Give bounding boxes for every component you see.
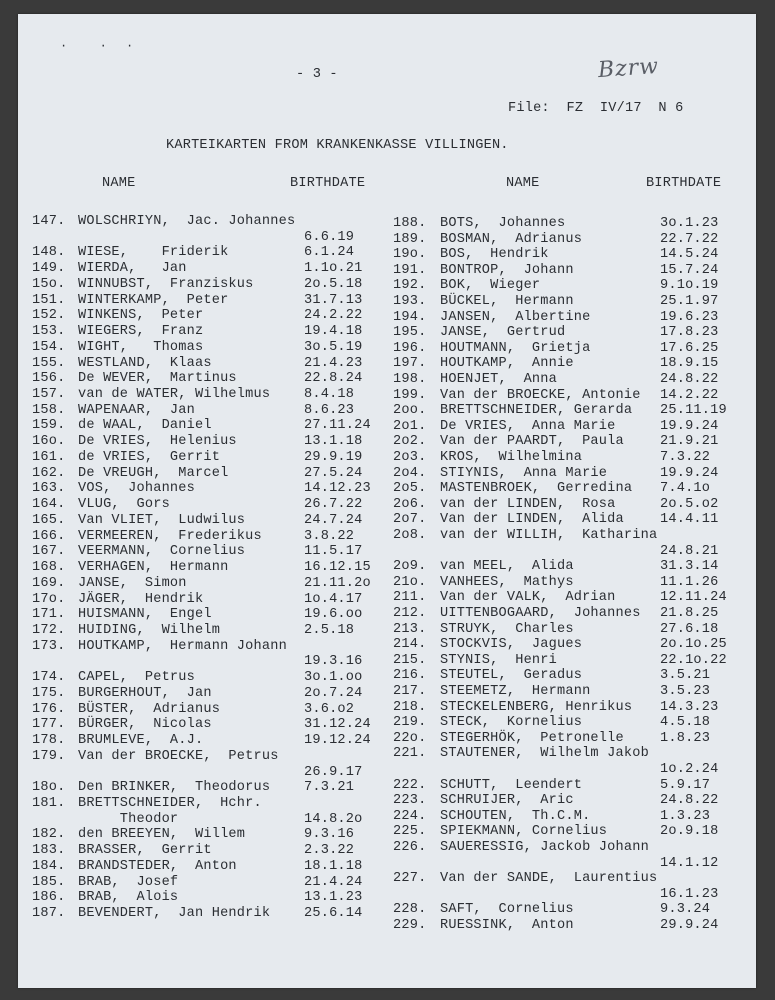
entry-name: WIERDA, Jan <box>78 261 187 277</box>
entry-birthdate: 2o.7.24 <box>304 685 363 701</box>
entry-name: BOSMAN, Adrianus <box>440 231 583 247</box>
entry-name: BONTROP, Johann <box>440 262 574 278</box>
entry-number: 216. <box>393 668 427 684</box>
entry-birthdate: 26.9.17 <box>304 764 363 780</box>
entry-number: 153. <box>32 324 66 340</box>
entry-name: VERMEEREN, Frederikus <box>78 528 262 544</box>
entry-birthdate: 19.6.oo <box>304 607 363 623</box>
entry-birthdate: 3o.1.oo <box>304 670 363 686</box>
entry-name: CAPEL, Petrus <box>78 670 196 686</box>
entry-number: 221. <box>393 746 427 762</box>
entry-number: 197. <box>393 356 427 372</box>
entry-number: 148. <box>32 245 66 261</box>
entry-birthdate: 3o.1.23 <box>660 216 719 231</box>
entry-number: 175. <box>32 685 66 701</box>
entry-name: STYNIS, Henri <box>440 652 558 668</box>
entry-birthdate: 14.5.24 <box>660 247 719 263</box>
entry-number: 149. <box>32 261 66 277</box>
entry-number: 219. <box>393 715 427 731</box>
entry-birthdate: 14.1.12 <box>660 855 719 871</box>
entry-name: STAUTENER, Wilhelm Jakob <box>440 746 649 762</box>
entry-name: BÜCKEL, Hermann <box>440 294 574 309</box>
entry-number: 211. <box>393 590 427 606</box>
entry-number: 163. <box>32 481 66 497</box>
entry-number: 185. <box>32 874 66 890</box>
entry-number: 187. <box>32 906 66 922</box>
entry-number: 189. <box>393 231 427 247</box>
entry-number: 162. <box>32 465 66 481</box>
right-name-header: NAME <box>506 176 540 191</box>
entry-number: 2o8. <box>393 528 427 543</box>
entry-name: HOUTKAMP, Hermann Johann <box>78 638 287 654</box>
entry-name: MASTENBROEK, Gerredina <box>440 481 633 497</box>
entry-birthdate: 31.7.13 <box>304 292 363 308</box>
entry-number: 226. <box>393 840 427 855</box>
entry-number: 2oo. <box>393 403 427 419</box>
entry-birthdate: 14.3.23 <box>660 699 719 715</box>
entry-name: van der WILLIH, Katharina <box>440 528 658 543</box>
entry-birthdate: 9.3.24 <box>660 902 711 918</box>
entry-birthdate: 21.11.2o <box>304 575 371 591</box>
entry-name: De VREUGH, Marcel <box>78 465 229 481</box>
entry-number: 147. <box>32 214 66 229</box>
entry-name: VOS, Johannes <box>78 481 196 497</box>
entry-birthdate: 19.9.24 <box>660 418 719 434</box>
entry-name: STEEMETZ, Hermann <box>440 684 591 699</box>
entry-birthdate: 9.1o.19 <box>660 278 719 294</box>
entry-name: BRASSER, Gerrit <box>78 843 212 859</box>
entry-number: 2o2. <box>393 434 427 450</box>
entry-name: SAFT, Cornelius <box>440 902 574 918</box>
entry-birthdate: 8.4.18 <box>304 387 355 403</box>
entry-number: 214. <box>393 637 427 653</box>
entry-number: 196. <box>393 340 427 356</box>
right-birthdate-header: BIRTHDATE <box>646 176 722 191</box>
entry-name: STOCKVIS, Jagues <box>440 637 583 653</box>
left-birthdate-header: BIRTHDATE <box>290 176 366 191</box>
entry-name: Van der VALK, Adrian <box>440 590 616 606</box>
document-page <box>18 14 756 988</box>
entry-birthdate: 17.6.25 <box>660 340 719 356</box>
entry-birthdate: 14.12.23 <box>304 481 371 497</box>
entry-number: 167. <box>32 544 66 560</box>
entry-name: SCHUTT, Leendert <box>440 777 583 793</box>
entry-name: van de WATER, Wilhelmus <box>78 387 271 403</box>
entry-name: STRUYK, Charles <box>440 621 574 637</box>
entry-name: RUESSINK, Anton <box>440 918 574 933</box>
entry-birthdate: 13.1.23 <box>304 890 363 906</box>
entry-birthdate: 21.4.23 <box>304 355 363 371</box>
entry-birthdate: 19.6.23 <box>660 309 719 325</box>
entry-birthdate: 14.4.11 <box>660 512 719 528</box>
entry-number: 191. <box>393 262 427 278</box>
entry-name: JANSEN, Albertine <box>440 309 591 325</box>
entry-birthdate: 16.1.23 <box>660 886 719 902</box>
entry-birthdate: 21.8.25 <box>660 606 719 621</box>
entry-name: BRAB, Alois <box>78 890 179 906</box>
entry-number: 186. <box>32 890 66 906</box>
entry-number: 198. <box>393 372 427 387</box>
entry-number: 19o. <box>393 247 427 263</box>
entry-number: 173. <box>32 638 66 654</box>
entry-name: UITTENBOGAARD, Johannes <box>440 606 641 621</box>
entry-birthdate: 9.3.16 <box>304 827 355 843</box>
entry-name: HUIDING, Wilhelm <box>78 622 221 638</box>
entry-birthdate: 14.8.2o <box>304 811 363 827</box>
entry-name: WIESE, Friderik <box>78 245 229 261</box>
entry-name: BÜSTER, Adrianus <box>78 701 221 717</box>
entry-name: den BREEYEN, Willem <box>78 827 246 843</box>
entry-number: 176. <box>32 701 66 717</box>
entry-name: Den BRINKER, Theodorus <box>78 780 271 796</box>
entry-birthdate: 22.1o.22 <box>660 652 727 668</box>
entry-birthdate: 24.8.22 <box>660 793 719 809</box>
entry-birthdate: 22.8.24 <box>304 371 363 387</box>
entry-birthdate: 2.5.18 <box>304 622 355 638</box>
entry-name: VANHEES, Mathys <box>440 574 574 590</box>
margin-marks: · · · <box>60 39 140 53</box>
entry-name: BEVENDERT, Jan Hendrik <box>78 906 271 922</box>
entry-birthdate: 24.7.24 <box>304 512 363 528</box>
entry-birthdate: 22.7.22 <box>660 231 719 247</box>
left-name-header: NAME <box>102 176 136 191</box>
entry-name: STEGERHÖK, Petronelle <box>440 730 624 746</box>
entry-number: 2o6. <box>393 496 427 512</box>
entry-name: de WAAL, Daniel <box>78 418 212 434</box>
entry-number: 228. <box>393 902 427 918</box>
entry-number: 213. <box>393 621 427 637</box>
entry-number: 183. <box>32 843 66 859</box>
entry-name: WOLSCHRIYN, Jac. Johannes <box>78 214 296 229</box>
entry-birthdate: 27.6.18 <box>660 621 719 637</box>
entry-name: van der LINDEN, Rosa <box>440 496 616 512</box>
entry-number: 17o. <box>32 591 66 607</box>
entry-number: 174. <box>32 670 66 686</box>
entry-name: JANSE, Simon <box>78 575 187 591</box>
entry-name: Van der BROECKE, Petrus <box>78 748 279 764</box>
page-number: - 3 - <box>296 67 338 82</box>
entry-number: 188. <box>393 216 427 231</box>
entry-number: 218. <box>393 699 427 715</box>
entry-name: HOUTMANN, Grietja <box>440 340 591 356</box>
entry-number: 225. <box>393 824 427 840</box>
entry-birthdate: 7.3.21 <box>304 780 355 796</box>
entry-number: 227. <box>393 871 427 887</box>
entry-number: 2o5. <box>393 481 427 497</box>
entry-name: VLUG, Gors <box>78 497 170 513</box>
entry-birthdate: 1o.4.17 <box>304 591 363 607</box>
entry-number: 179. <box>32 748 66 764</box>
entry-name: HOENJET, Anna <box>440 372 558 387</box>
entry-name: KROS, Wilhelmina <box>440 450 583 465</box>
entry-name: WAPENAAR, Jan <box>78 402 196 418</box>
entry-birthdate: 15.7.24 <box>660 262 719 278</box>
entry-number: 161. <box>32 449 66 465</box>
entry-number: 157. <box>32 387 66 403</box>
entry-birthdate: 24.8.22 <box>660 372 719 387</box>
entry-number: 2o3. <box>393 450 427 465</box>
entry-name: BRETTSCHNEIDER, Gerarda <box>440 403 633 419</box>
entry-number: 21o. <box>393 574 427 590</box>
entry-number: 151. <box>32 292 66 308</box>
entry-name: WIGHT, Thomas <box>78 339 204 355</box>
entry-birthdate: 17.8.23 <box>660 325 719 341</box>
entry-birthdate: 19.4.18 <box>304 324 363 340</box>
entry-number: 178. <box>32 733 66 749</box>
entry-number: 229. <box>393 918 427 933</box>
entry-name: BRUMLEVE, A.J. <box>78 733 204 749</box>
entry-birthdate: 6.1.24 <box>304 245 355 261</box>
entry-name: WINTERKAMP, Peter <box>78 292 229 308</box>
entry-name: Van der PAARDT, Paula <box>440 434 624 450</box>
entry-number: 159. <box>32 418 66 434</box>
entry-birthdate: 24.2.22 <box>304 308 363 324</box>
entry-number: 223. <box>393 793 427 809</box>
entry-name: VERHAGEN, Hermann <box>78 560 229 576</box>
entry-birthdate: 7.3.22 <box>660 450 711 465</box>
entry-number: 182. <box>32 827 66 843</box>
entry-number: 184. <box>32 858 66 874</box>
entry-name: HUISMANN, Engel <box>78 607 212 623</box>
entry-name: De VRIES, Anna Marie <box>440 418 616 434</box>
entry-name: de VRIES, Gerrit <box>78 449 221 465</box>
entry-birthdate: 21.9.21 <box>660 434 719 450</box>
entry-name: BRANDSTEDER, Anton <box>78 858 237 874</box>
entry-name: van MEEL, Alida <box>440 559 574 575</box>
entry-birthdate: 1.8.23 <box>660 730 711 746</box>
entry-birthdate: 1.3.23 <box>660 808 711 824</box>
entry-birthdate: 31.3.14 <box>660 559 719 575</box>
entry-birthdate: 16.12.15 <box>304 560 371 576</box>
entry-birthdate: 25.6.14 <box>304 906 363 922</box>
entry-number: 166. <box>32 528 66 544</box>
entry-name: Van der LINDEN, Alida <box>440 512 624 528</box>
entry-name: BRAB, Josef <box>78 874 179 890</box>
entry-number: 2o1. <box>393 418 427 434</box>
entry-name: BURGERHOUT, Jan <box>78 685 212 701</box>
entry-name: Theodor <box>78 811 179 827</box>
entry-name: SCHOUTEN, Th.C.M. <box>440 808 591 824</box>
entry-name: STECK, Kornelius <box>440 715 583 731</box>
entry-number: 2o4. <box>393 465 427 481</box>
entry-birthdate: 2o.5.o2 <box>660 496 719 512</box>
entry-birthdate: 31.12.24 <box>304 717 371 733</box>
entry-number: 164. <box>32 497 66 513</box>
entry-name: WESTLAND, Klaas <box>78 355 212 371</box>
file-reference: File: FZ IV/17 N 6 <box>508 101 684 116</box>
entry-number: 171. <box>32 607 66 623</box>
entry-birthdate: 2o.1o.25 <box>660 637 727 653</box>
entry-number: 193. <box>393 294 427 309</box>
entry-name: STIYNIS, Anna Marie <box>440 465 608 481</box>
entry-number: 212. <box>393 606 427 621</box>
entry-birthdate: 26.7.22 <box>304 497 363 513</box>
entry-birthdate: 11.5.17 <box>304 544 363 560</box>
entry-number: 177. <box>32 717 66 733</box>
entry-birthdate: 3.6.o2 <box>304 701 355 717</box>
entry-birthdate: 1o.2.24 <box>660 762 719 777</box>
entry-birthdate: 27.11.24 <box>304 418 371 434</box>
entry-number: 165. <box>32 512 66 528</box>
entry-birthdate: 2o.5.18 <box>304 276 363 292</box>
entry-number: 195. <box>393 325 427 341</box>
entry-number: 155. <box>32 355 66 371</box>
entry-birthdate: 25.11.19 <box>660 403 727 419</box>
entry-birthdate: 25.1.97 <box>660 294 719 309</box>
entry-name: VEERMANN, Cornelius <box>78 544 246 560</box>
entry-number: 156. <box>32 371 66 387</box>
entry-number: 215. <box>393 652 427 668</box>
entry-birthdate: 2.3.22 <box>304 843 355 859</box>
entry-name: Van der SANDE, Laurentius <box>440 871 658 887</box>
entry-number: 152. <box>32 308 66 324</box>
entry-name: SPIEKMANN, Cornelius <box>440 824 608 840</box>
entry-number: 217. <box>393 684 427 699</box>
entry-birthdate: 11.1.26 <box>660 574 719 590</box>
entry-name: Van der BROECKE, Antonie <box>440 387 641 403</box>
entry-birthdate: 3.8.22 <box>304 528 355 544</box>
entry-number: 194. <box>393 309 427 325</box>
entry-birthdate: 5.9.17 <box>660 777 711 793</box>
entry-birthdate: 4.5.18 <box>660 715 711 731</box>
entry-birthdate: 2o.9.18 <box>660 824 719 840</box>
entry-number: 158. <box>32 402 66 418</box>
handwritten-initials: Bzrw <box>597 53 660 84</box>
entry-birthdate: 27.5.24 <box>304 465 363 481</box>
entry-number: 16o. <box>32 434 66 450</box>
entry-birthdate: 3.5.21 <box>660 668 711 684</box>
entry-birthdate: 12.11.24 <box>660 590 727 606</box>
entry-birthdate: 19.3.16 <box>304 654 363 670</box>
entry-number: 199. <box>393 387 427 403</box>
entry-name: JANSE, Gertrud <box>440 325 566 341</box>
entry-name: STECKELENBERG, Henrikus <box>440 699 633 715</box>
entry-name: SCHRUIJER, Aric <box>440 793 574 809</box>
entry-birthdate: 7.4.1o <box>660 481 711 497</box>
entry-birthdate: 19.9.24 <box>660 465 719 481</box>
entry-name: STEUTEL, Geradus <box>440 668 583 684</box>
entry-birthdate: 8.6.23 <box>304 402 355 418</box>
entry-name: WINNUBST, Franziskus <box>78 276 254 292</box>
entry-number: 168. <box>32 560 66 576</box>
entry-birthdate: 3.5.23 <box>660 684 711 699</box>
entry-name: BRETTSCHNEIDER, Hchr. <box>78 796 262 811</box>
entry-number: 172. <box>32 622 66 638</box>
entry-name: WIEGERS, Franz <box>78 324 204 340</box>
entry-number: 222. <box>393 777 427 793</box>
entry-name: JÄGER, Hendrik <box>78 591 204 607</box>
entry-name: Van VLIET, Ludwilus <box>78 512 246 528</box>
entry-birthdate: 19.12.24 <box>304 733 371 749</box>
entry-birthdate: 3o.5.19 <box>304 339 363 355</box>
entry-name: De WEVER, Martinus <box>78 371 237 387</box>
entry-number: 2o9. <box>393 559 427 575</box>
entry-birthdate: 1.1o.21 <box>304 261 363 277</box>
entry-name: BOTS, Johannes <box>440 216 566 231</box>
entry-number: 15o. <box>32 276 66 292</box>
entry-name: BOS, Hendrik <box>440 247 549 263</box>
entry-number: 181. <box>32 796 66 811</box>
entry-number: 18o. <box>32 780 66 796</box>
entry-birthdate: 21.4.24 <box>304 874 363 890</box>
entry-birthdate: 29.9.24 <box>660 918 719 933</box>
entry-birthdate: 6.6.19 <box>304 229 355 245</box>
entry-name: BOK, Wieger <box>440 278 541 294</box>
entry-birthdate: 24.8.21 <box>660 543 719 559</box>
entry-name: BÜRGER, Nicolas <box>78 717 212 733</box>
entry-number: 22o. <box>393 730 427 746</box>
document-title: KARTEIKARTEN FROM KRANKENKASSE VILLINGEN. <box>166 138 509 153</box>
entry-name: HOUTKAMP, Annie <box>440 356 574 372</box>
entry-number: 154. <box>32 339 66 355</box>
entry-birthdate: 18.1.18 <box>304 858 363 874</box>
entry-birthdate: 13.1.18 <box>304 434 363 450</box>
entry-name: SAUERESSIG, Jackob Johann <box>440 840 649 855</box>
entry-birthdate: 18.9.15 <box>660 356 719 372</box>
entry-number: 192. <box>393 278 427 294</box>
entry-birthdate: 29.9.19 <box>304 449 363 465</box>
entry-number: 2o7. <box>393 512 427 528</box>
entry-birthdate: 14.2.22 <box>660 387 719 403</box>
entry-number: 169. <box>32 575 66 591</box>
entry-number: 224. <box>393 808 427 824</box>
entry-name: WINKENS, Peter <box>78 308 204 324</box>
entry-name: De VRIES, Helenius <box>78 434 237 450</box>
